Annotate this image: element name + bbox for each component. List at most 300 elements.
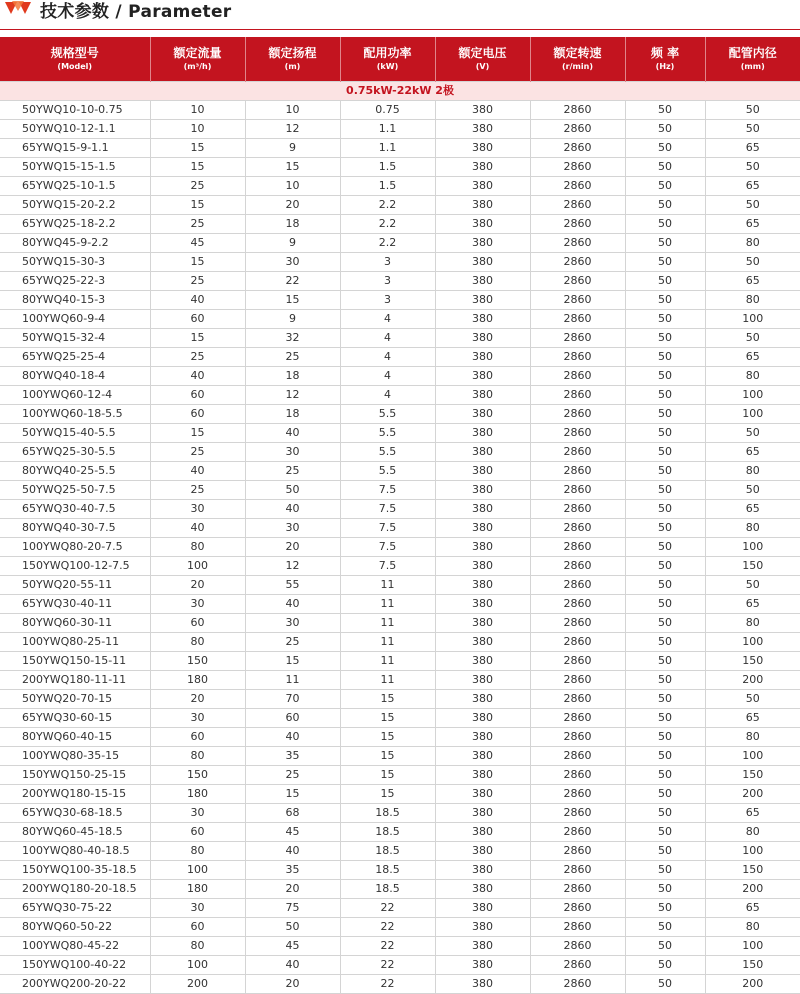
cell-power: 11 — [340, 671, 435, 690]
column-header-power: 配用功率 (kW) — [340, 37, 435, 82]
cell-frequency: 50 — [625, 424, 705, 443]
cell-frequency: 50 — [625, 234, 705, 253]
cell-head: 35 — [245, 747, 340, 766]
cell-frequency: 50 — [625, 538, 705, 557]
cell-power: 4 — [340, 348, 435, 367]
cell-head: 9 — [245, 310, 340, 329]
cell-model: 80YWQ60-40-15 — [0, 728, 150, 747]
cell-pipe-diameter: 65 — [705, 139, 800, 158]
cell-power: 22 — [340, 956, 435, 975]
cell-voltage: 380 — [435, 405, 530, 424]
cell-frequency: 50 — [625, 481, 705, 500]
cell-head: 40 — [245, 424, 340, 443]
cell-speed: 2860 — [530, 234, 625, 253]
cell-flow: 20 — [150, 690, 245, 709]
cell-head: 50 — [245, 481, 340, 500]
cell-power: 18.5 — [340, 804, 435, 823]
cell-speed: 2860 — [530, 253, 625, 272]
cell-pipe-diameter: 200 — [705, 975, 800, 994]
cell-speed: 2860 — [530, 671, 625, 690]
cell-model: 80YWQ60-30-11 — [0, 614, 150, 633]
cell-power: 15 — [340, 747, 435, 766]
cell-voltage: 380 — [435, 804, 530, 823]
cell-voltage: 380 — [435, 652, 530, 671]
cell-voltage: 380 — [435, 215, 530, 234]
cell-flow: 45 — [150, 234, 245, 253]
table-row — [0, 215, 800, 234]
cell-head: 40 — [245, 595, 340, 614]
cell-voltage: 380 — [435, 766, 530, 785]
cell-head: 68 — [245, 804, 340, 823]
cell-power: 4 — [340, 329, 435, 348]
table-row — [0, 329, 800, 348]
cell-frequency: 50 — [625, 861, 705, 880]
table-row — [0, 975, 800, 994]
cell-model: 50YWQ20-70-15 — [0, 690, 150, 709]
cell-flow: 10 — [150, 120, 245, 139]
cell-power: 11 — [340, 576, 435, 595]
table-row — [0, 519, 800, 538]
cell-power: 22 — [340, 975, 435, 994]
cell-flow: 80 — [150, 538, 245, 557]
cell-pipe-diameter: 65 — [705, 804, 800, 823]
table-row — [0, 120, 800, 139]
cell-model: 150YWQ100-12-7.5 — [0, 557, 150, 576]
cell-model: 100YWQ60-12-4 — [0, 386, 150, 405]
cell-pipe-diameter: 150 — [705, 557, 800, 576]
cell-power: 5.5 — [340, 424, 435, 443]
cell-model: 200YWQ180-15-15 — [0, 785, 150, 804]
cell-frequency: 50 — [625, 937, 705, 956]
cell-frequency: 50 — [625, 842, 705, 861]
cell-frequency: 50 — [625, 956, 705, 975]
cell-pipe-diameter: 150 — [705, 956, 800, 975]
cell-speed: 2860 — [530, 728, 625, 747]
cell-voltage: 380 — [435, 785, 530, 804]
cell-head: 22 — [245, 272, 340, 291]
cell-flow: 40 — [150, 462, 245, 481]
cell-power: 22 — [340, 918, 435, 937]
cell-frequency: 50 — [625, 709, 705, 728]
cell-flow: 25 — [150, 215, 245, 234]
cell-voltage: 380 — [435, 462, 530, 481]
cell-model: 50YWQ15-32-4 — [0, 329, 150, 348]
cell-head: 25 — [245, 462, 340, 481]
cell-power: 5.5 — [340, 405, 435, 424]
cell-power: 15 — [340, 766, 435, 785]
cell-voltage: 380 — [435, 177, 530, 196]
column-header-model: 规格型号 (Model) — [0, 37, 150, 82]
cell-pipe-diameter: 50 — [705, 158, 800, 177]
cell-speed: 2860 — [530, 443, 625, 462]
column-header-voltage: 额定电压 (V) — [435, 37, 530, 82]
cell-flow: 10 — [150, 101, 245, 120]
table-row — [0, 880, 800, 899]
cell-speed: 2860 — [530, 557, 625, 576]
cell-model: 150YWQ150-15-11 — [0, 652, 150, 671]
cell-flow: 150 — [150, 652, 245, 671]
table-row — [0, 652, 800, 671]
cell-flow: 100 — [150, 557, 245, 576]
cell-frequency: 50 — [625, 158, 705, 177]
cell-model: 50YWQ25-50-7.5 — [0, 481, 150, 500]
cell-flow: 180 — [150, 880, 245, 899]
cell-head: 20 — [245, 196, 340, 215]
cell-pipe-diameter: 80 — [705, 918, 800, 937]
cell-flow: 60 — [150, 918, 245, 937]
cell-model: 200YWQ200-20-22 — [0, 975, 150, 994]
table-row — [0, 804, 800, 823]
cell-power: 1.1 — [340, 139, 435, 158]
cell-flow: 80 — [150, 633, 245, 652]
cell-head: 55 — [245, 576, 340, 595]
cell-speed: 2860 — [530, 918, 625, 937]
cell-head: 9 — [245, 234, 340, 253]
cell-head: 30 — [245, 253, 340, 272]
cell-pipe-diameter: 50 — [705, 196, 800, 215]
cell-pipe-diameter: 150 — [705, 861, 800, 880]
cell-power: 5.5 — [340, 443, 435, 462]
cell-flow: 20 — [150, 576, 245, 595]
cell-flow: 40 — [150, 367, 245, 386]
table-row — [0, 310, 800, 329]
column-header-flow: 额定流量 (m³/h) — [150, 37, 245, 82]
cell-flow: 40 — [150, 519, 245, 538]
cell-pipe-diameter: 50 — [705, 481, 800, 500]
brand-logo-icon — [4, 0, 34, 16]
cell-head: 75 — [245, 899, 340, 918]
cell-model: 80YWQ60-45-18.5 — [0, 823, 150, 842]
cell-voltage: 380 — [435, 538, 530, 557]
cell-flow: 150 — [150, 766, 245, 785]
cell-frequency: 50 — [625, 462, 705, 481]
cell-head: 20 — [245, 880, 340, 899]
cell-model: 65YWQ30-40-7.5 — [0, 500, 150, 519]
cell-flow: 25 — [150, 481, 245, 500]
cell-power: 3 — [340, 272, 435, 291]
cell-speed: 2860 — [530, 310, 625, 329]
table-row — [0, 690, 800, 709]
cell-frequency: 50 — [625, 918, 705, 937]
cell-model: 100YWQ80-25-11 — [0, 633, 150, 652]
cell-head: 11 — [245, 671, 340, 690]
table-row — [0, 861, 800, 880]
table-row — [0, 177, 800, 196]
table-header-row — [0, 37, 800, 82]
cell-model: 65YWQ15-9-1.1 — [0, 139, 150, 158]
cell-head: 18 — [245, 215, 340, 234]
cell-power: 22 — [340, 899, 435, 918]
cell-frequency: 50 — [625, 386, 705, 405]
cell-power: 7.5 — [340, 500, 435, 519]
cell-speed: 2860 — [530, 614, 625, 633]
cell-model: 100YWQ80-35-15 — [0, 747, 150, 766]
cell-head: 15 — [245, 785, 340, 804]
cell-head: 18 — [245, 367, 340, 386]
cell-model: 50YWQ15-30-3 — [0, 253, 150, 272]
cell-model: 65YWQ25-22-3 — [0, 272, 150, 291]
cell-head: 40 — [245, 500, 340, 519]
cell-frequency: 50 — [625, 500, 705, 519]
cell-pipe-diameter: 200 — [705, 785, 800, 804]
cell-power: 1.5 — [340, 177, 435, 196]
cell-power: 11 — [340, 614, 435, 633]
cell-power: 15 — [340, 728, 435, 747]
cell-head: 30 — [245, 443, 340, 462]
table-row — [0, 291, 800, 310]
cell-voltage: 380 — [435, 671, 530, 690]
cell-voltage: 380 — [435, 918, 530, 937]
cell-flow: 200 — [150, 975, 245, 994]
cell-flow: 30 — [150, 709, 245, 728]
cell-pipe-diameter: 65 — [705, 177, 800, 196]
cell-power: 22 — [340, 937, 435, 956]
cell-speed: 2860 — [530, 101, 625, 120]
cell-speed: 2860 — [530, 158, 625, 177]
table-row — [0, 101, 800, 120]
cell-frequency: 50 — [625, 785, 705, 804]
cell-head: 10 — [245, 177, 340, 196]
cell-speed: 2860 — [530, 747, 625, 766]
cell-speed: 2860 — [530, 861, 625, 880]
table-row — [0, 386, 800, 405]
cell-voltage: 380 — [435, 747, 530, 766]
cell-power: 15 — [340, 785, 435, 804]
cell-pipe-diameter: 80 — [705, 367, 800, 386]
cell-frequency: 50 — [625, 253, 705, 272]
cell-speed: 2860 — [530, 880, 625, 899]
cell-flow: 30 — [150, 899, 245, 918]
cell-power: 3 — [340, 253, 435, 272]
cell-frequency: 50 — [625, 310, 705, 329]
cell-model: 150YWQ100-35-18.5 — [0, 861, 150, 880]
table-row — [0, 842, 800, 861]
cell-model: 65YWQ30-40-11 — [0, 595, 150, 614]
cell-voltage: 380 — [435, 557, 530, 576]
cell-model: 200YWQ180-11-11 — [0, 671, 150, 690]
cell-speed: 2860 — [530, 519, 625, 538]
cell-frequency: 50 — [625, 329, 705, 348]
cell-model: 100YWQ80-20-7.5 — [0, 538, 150, 557]
cell-pipe-diameter: 200 — [705, 671, 800, 690]
table-row — [0, 633, 800, 652]
cell-model: 65YWQ25-25-4 — [0, 348, 150, 367]
cell-frequency: 50 — [625, 139, 705, 158]
cell-model: 80YWQ40-18-4 — [0, 367, 150, 386]
cell-power: 2.2 — [340, 215, 435, 234]
cell-power: 1.1 — [340, 120, 435, 139]
cell-voltage: 380 — [435, 443, 530, 462]
table-row — [0, 424, 800, 443]
cell-speed: 2860 — [530, 291, 625, 310]
cell-voltage: 380 — [435, 576, 530, 595]
cell-voltage: 380 — [435, 861, 530, 880]
cell-head: 20 — [245, 975, 340, 994]
cell-pipe-diameter: 65 — [705, 899, 800, 918]
table-row — [0, 500, 800, 519]
table-row — [0, 481, 800, 500]
cell-pipe-diameter: 80 — [705, 519, 800, 538]
table-row — [0, 405, 800, 424]
cell-voltage: 380 — [435, 956, 530, 975]
cell-speed: 2860 — [530, 272, 625, 291]
cell-flow: 15 — [150, 253, 245, 272]
cell-voltage: 380 — [435, 291, 530, 310]
cell-flow: 15 — [150, 424, 245, 443]
cell-flow: 30 — [150, 500, 245, 519]
cell-power: 11 — [340, 652, 435, 671]
cell-power: 15 — [340, 709, 435, 728]
cell-frequency: 50 — [625, 120, 705, 139]
column-header-frequency: 频 率 (Hz) — [625, 37, 705, 82]
cell-head: 15 — [245, 291, 340, 310]
cell-model: 100YWQ60-18-5.5 — [0, 405, 150, 424]
cell-voltage: 380 — [435, 253, 530, 272]
cell-model: 80YWQ40-30-7.5 — [0, 519, 150, 538]
header-divider — [0, 29, 800, 30]
cell-flow: 15 — [150, 329, 245, 348]
table-row — [0, 899, 800, 918]
cell-flow: 60 — [150, 728, 245, 747]
cell-head: 35 — [245, 861, 340, 880]
cell-pipe-diameter: 50 — [705, 329, 800, 348]
cell-voltage: 380 — [435, 386, 530, 405]
cell-frequency: 50 — [625, 291, 705, 310]
cell-head: 25 — [245, 348, 340, 367]
cell-speed: 2860 — [530, 975, 625, 994]
cell-flow: 30 — [150, 595, 245, 614]
cell-head: 25 — [245, 633, 340, 652]
cell-flow: 15 — [150, 196, 245, 215]
cell-voltage: 380 — [435, 348, 530, 367]
cell-voltage: 380 — [435, 595, 530, 614]
cell-pipe-diameter: 100 — [705, 842, 800, 861]
cell-power: 4 — [340, 386, 435, 405]
cell-frequency: 50 — [625, 557, 705, 576]
cell-flow: 80 — [150, 842, 245, 861]
cell-flow: 80 — [150, 937, 245, 956]
cell-speed: 2860 — [530, 899, 625, 918]
table-row — [0, 196, 800, 215]
cell-voltage: 380 — [435, 709, 530, 728]
cell-speed: 2860 — [530, 633, 625, 652]
cell-frequency: 50 — [625, 899, 705, 918]
table-row — [0, 956, 800, 975]
table-row — [0, 538, 800, 557]
cell-head: 15 — [245, 158, 340, 177]
cell-model: 65YWQ30-75-22 — [0, 899, 150, 918]
cell-pipe-diameter: 100 — [705, 386, 800, 405]
cell-power: 4 — [340, 367, 435, 386]
cell-power: 7.5 — [340, 519, 435, 538]
cell-flow: 180 — [150, 785, 245, 804]
table-row — [0, 709, 800, 728]
cell-model: 150YWQ100-40-22 — [0, 956, 150, 975]
cell-model: 65YWQ25-10-1.5 — [0, 177, 150, 196]
cell-model: 100YWQ80-40-18.5 — [0, 842, 150, 861]
cell-flow: 100 — [150, 861, 245, 880]
cell-pipe-diameter: 80 — [705, 614, 800, 633]
cell-frequency: 50 — [625, 747, 705, 766]
cell-frequency: 50 — [625, 690, 705, 709]
cell-head: 70 — [245, 690, 340, 709]
cell-model: 80YWQ45-9-2.2 — [0, 234, 150, 253]
cell-flow: 15 — [150, 158, 245, 177]
cell-frequency: 50 — [625, 766, 705, 785]
cell-pipe-diameter: 200 — [705, 880, 800, 899]
cell-speed: 2860 — [530, 842, 625, 861]
cell-head: 40 — [245, 842, 340, 861]
cell-flow: 100 — [150, 956, 245, 975]
cell-head: 40 — [245, 956, 340, 975]
cell-voltage: 380 — [435, 880, 530, 899]
cell-pipe-diameter: 65 — [705, 500, 800, 519]
cell-speed: 2860 — [530, 956, 625, 975]
cell-pipe-diameter: 100 — [705, 633, 800, 652]
cell-pipe-diameter: 65 — [705, 595, 800, 614]
cell-head: 18 — [245, 405, 340, 424]
cell-flow: 25 — [150, 272, 245, 291]
cell-pipe-diameter: 80 — [705, 823, 800, 842]
cell-model: 50YWQ20-55-11 — [0, 576, 150, 595]
cell-pipe-diameter: 80 — [705, 234, 800, 253]
cell-voltage: 380 — [435, 329, 530, 348]
table-row — [0, 823, 800, 842]
cell-voltage: 380 — [435, 937, 530, 956]
cell-model: 65YWQ30-68-18.5 — [0, 804, 150, 823]
cell-head: 30 — [245, 519, 340, 538]
cell-pipe-diameter: 100 — [705, 405, 800, 424]
cell-pipe-diameter: 65 — [705, 443, 800, 462]
cell-power: 15 — [340, 690, 435, 709]
cell-power: 18.5 — [340, 880, 435, 899]
cell-speed: 2860 — [530, 709, 625, 728]
cell-voltage: 380 — [435, 899, 530, 918]
cell-pipe-diameter: 100 — [705, 538, 800, 557]
section-label: 0.75kW-22kW 2极 — [0, 82, 800, 101]
cell-model: 50YWQ10-10-0.75 — [0, 101, 150, 120]
cell-frequency: 50 — [625, 595, 705, 614]
cell-model: 65YWQ25-30-5.5 — [0, 443, 150, 462]
cell-frequency: 50 — [625, 519, 705, 538]
cell-flow: 30 — [150, 804, 245, 823]
cell-flow: 25 — [150, 177, 245, 196]
cell-frequency: 50 — [625, 177, 705, 196]
cell-speed: 2860 — [530, 196, 625, 215]
cell-flow: 25 — [150, 348, 245, 367]
cell-voltage: 380 — [435, 367, 530, 386]
table-row — [0, 367, 800, 386]
cell-speed: 2860 — [530, 500, 625, 519]
table-row — [0, 747, 800, 766]
table-row — [0, 234, 800, 253]
table-row — [0, 614, 800, 633]
cell-flow: 60 — [150, 823, 245, 842]
column-header-head: 额定扬程 (m) — [245, 37, 340, 82]
cell-speed: 2860 — [530, 652, 625, 671]
cell-voltage: 380 — [435, 139, 530, 158]
cell-pipe-diameter: 100 — [705, 747, 800, 766]
cell-frequency: 50 — [625, 652, 705, 671]
cell-frequency: 50 — [625, 196, 705, 215]
cell-model: 80YWQ40-25-5.5 — [0, 462, 150, 481]
cell-speed: 2860 — [530, 690, 625, 709]
cell-voltage: 380 — [435, 310, 530, 329]
cell-head: 60 — [245, 709, 340, 728]
cell-pipe-diameter: 80 — [705, 291, 800, 310]
cell-speed: 2860 — [530, 215, 625, 234]
cell-power: 7.5 — [340, 538, 435, 557]
